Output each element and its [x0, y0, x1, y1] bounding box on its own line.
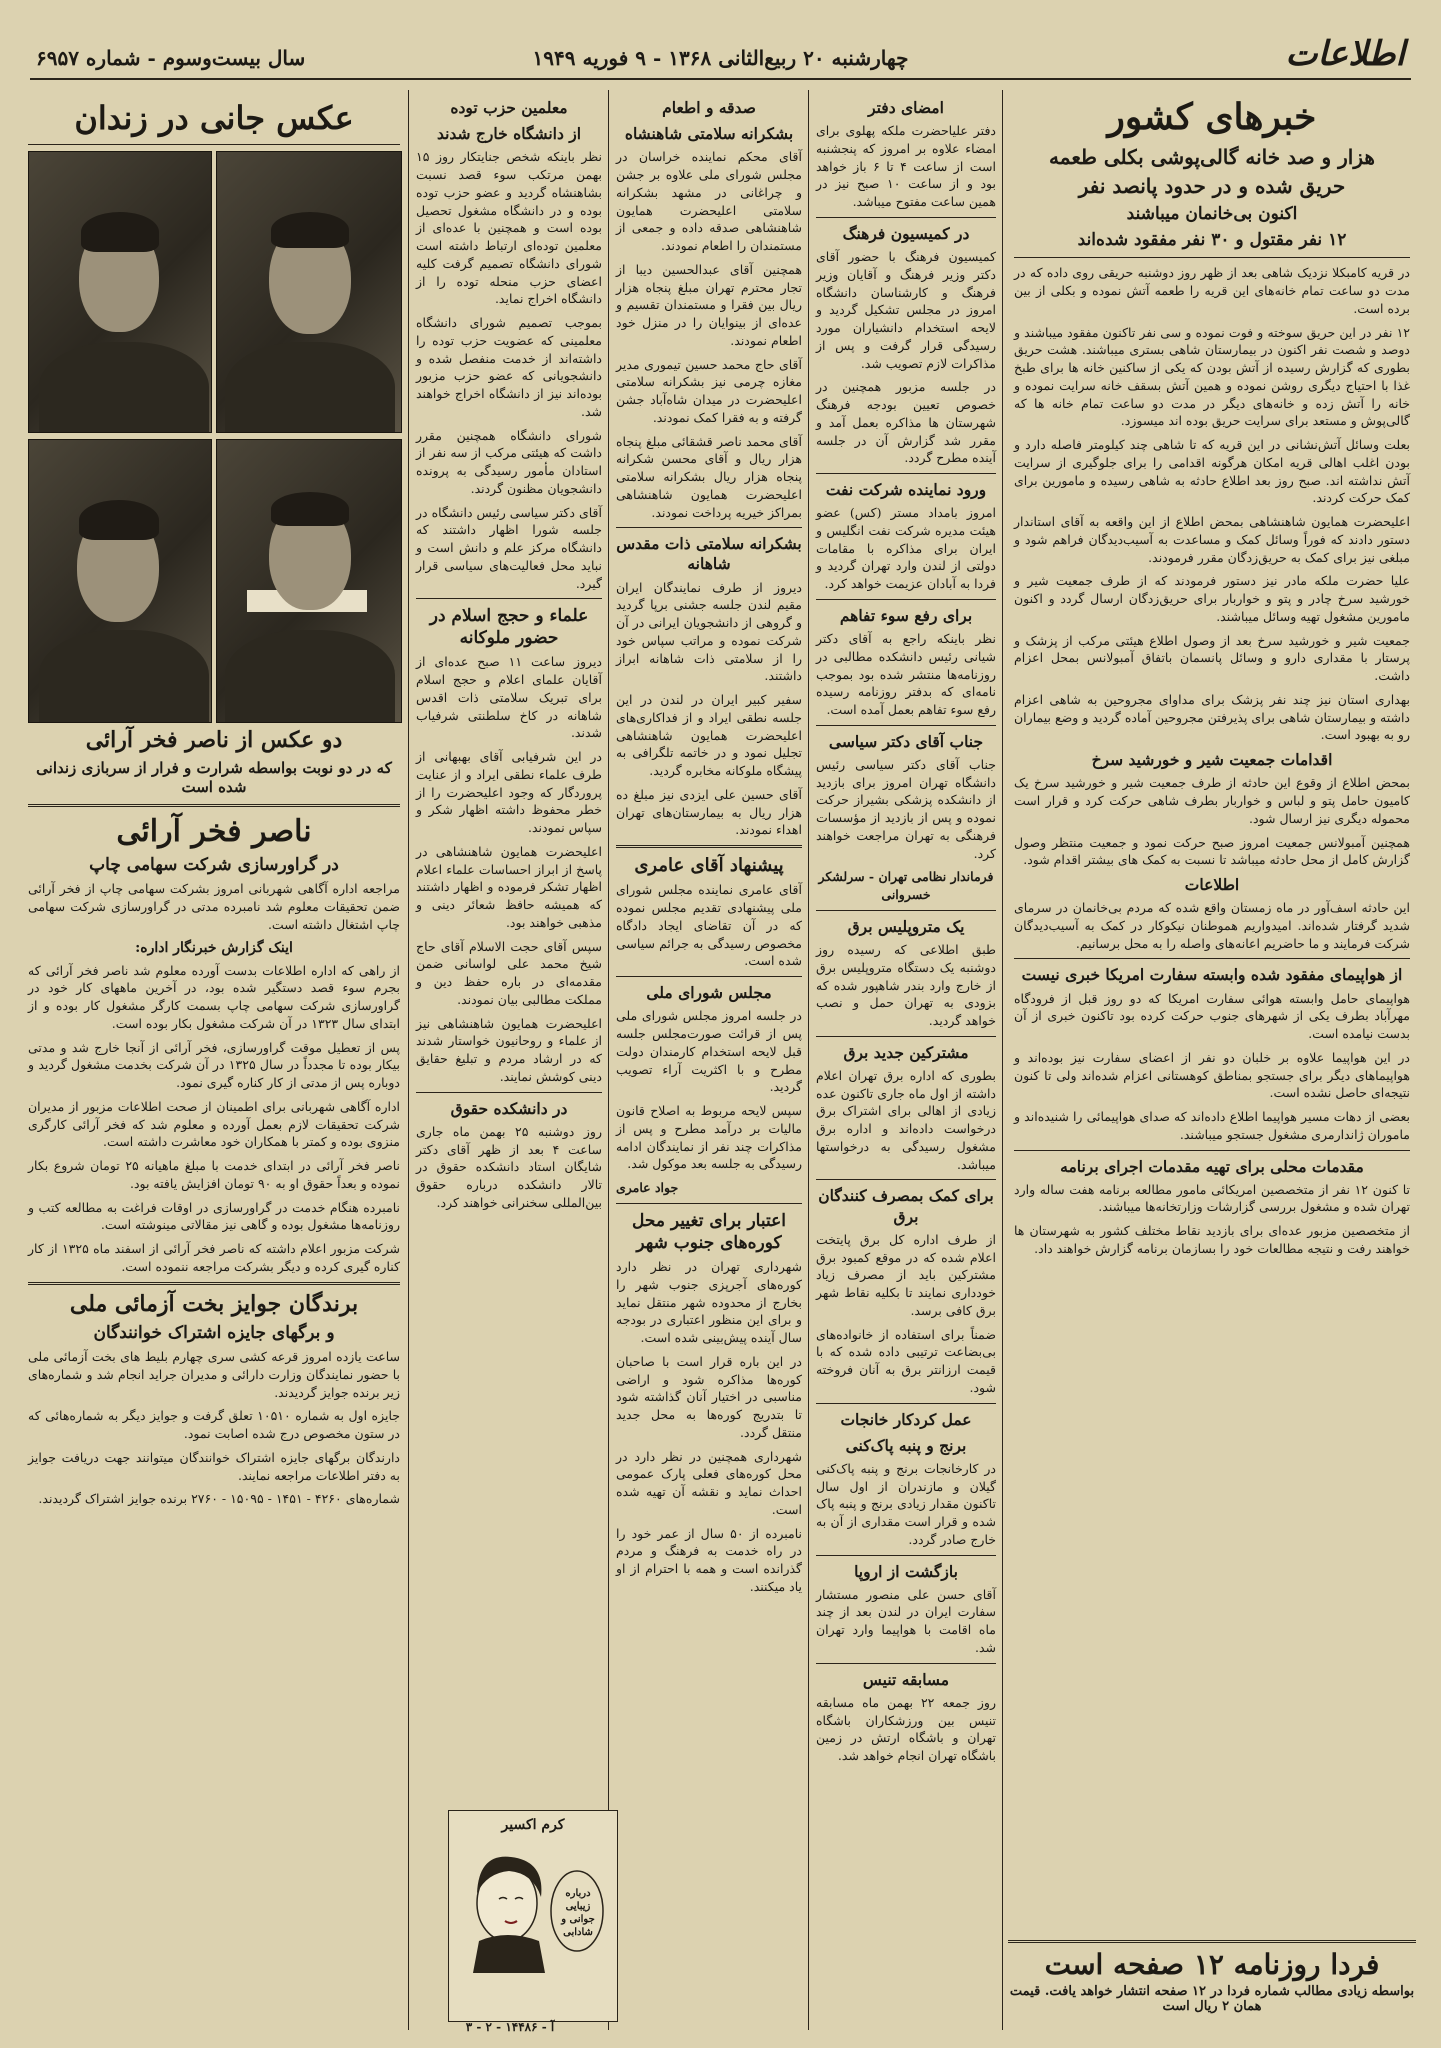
- notice-text: بواسطه زیادی مطالب شماره فردا در ۱۲ صفحه انتشار خواهد یافت. قیمت همان ۲ ریال است: [1009, 1984, 1415, 2014]
- article-paragraph: ۱۲ نفر در این حریق سوخته و فوت نموده و سی نفر تاکنون مفقود میباشند و دوصد و شصت نفر اکنون در بیمارستان شاهی بستری میباشند. هشت حریق بطوری که گزارش رسیده از آتش بودن که یکی از ساکنین خانه ها برای طبخ غذا با احتیاج دیگری روشن نموده و همین آتش بسقف خانه سرایت نموده و خانه را آتش زده و خانه‌های دیگر در مدت دو ساعت تمام خانه ها که گالی‌پوش و مستعد برای سرایت حریق بوده اند میسوزد.: [1014, 324, 1410, 429]
- article-heading: جناب آقای دکتر سیاسی: [828, 731, 984, 751]
- article-paragraph: در جلسه مزبور همچنین در خصوص تعیین بودجه فرهنگ شهرستان ها مذاکره بعمل آمد و مقرر شد گزارش آن در جلسه آینده مطرح گردد.: [816, 379, 996, 466]
- article-paragraph: جناب آقای دکتر سیاسی رئیس دانشگاه تهران امروز برای بازدید از دانشکده پزشکی بشیراز حرکت نموده و پس از بازدید از مؤسسات فرهنگی به تهران مراجعت خواهند کرد.: [816, 756, 996, 861]
- article-paragraph: شهرداری تهران در نظر دارد کوره‌های آجرپزی جنوب شهر را بخارج از محدوده شهر منتقل نماید و برای این منظور اعتباری در بودجه سال آینده پیش‌بینی شده است.: [616, 1259, 802, 1346]
- article-heading: پیشنهاد آقای عامری: [634, 855, 784, 877]
- column-4: [410, 92, 608, 1797]
- article-paragraph: طبق اطلاعی که رسیده روز دوشنبه یک دستگاه متروپلیس برق از خارج وارد بندر شاهپور شده که بزودی به تهران حمل و نصب خواهد گردید.: [816, 942, 996, 1029]
- article-heading: بازگشت از اروپا: [854, 1561, 958, 1581]
- mugshot-grid: [28, 151, 400, 721]
- article-paragraph: شرکت مزبور اعلام داشته که ناصر فخر آرائی از اسفند ماه ۱۳۲۵ از کار کناره گیری کرده و دیگر بشرکت مراجعه ننموده است.: [28, 1241, 400, 1274]
- subheadline: اکنون بی‌خانمان میباشند: [1126, 204, 1298, 225]
- tomorrow-notice: [1008, 1940, 1416, 2015]
- article-paragraph: جایزه اول به شماره ۱۰۵۱۰ تعلق گرفت و جوایز دیگر به شماره‌هائی که در ستون مخصوص درج شده اصابت نمود.: [28, 1408, 400, 1442]
- ad-line: جوانی و شادابی: [561, 1914, 595, 1938]
- article-paragraph: علیا حضرت ملکه مادر نیز دستور فرمودند که از طرف جمعیت شیر و خورشید سرخ چادر و پتو و خواربار برای حریق‌زدگان ارسال گردد و اکنون مامورین مشغول تهیه وسائل میباشند.: [1014, 573, 1410, 624]
- article-heading: از دانشگاه خارج شدند: [436, 124, 582, 144]
- article-paragraph: دیروز ساعت ۱۱ صبح عده‌ای از آقایان علمای اعلام و حجج اسلام برای تبریک سلامتی ذات اقدس شاهانه در کاخ سلطنتی شرفیاب شدند.: [416, 654, 602, 741]
- article-heading: عمل کردکار خانجات: [840, 1409, 972, 1429]
- article-paragraph: این حادثه اسف‌آور در ماه زمستان واقع شده که مردم بی‌خانمان در سرمای شدید گرفتار شده‌اند. امیدواریم هموطنان نیکوکار در کمک به آسیب‌دیدگان شرکت فرمایند و ما حاضریم اعانه‌های واصله را به محل برسانیم.: [1014, 900, 1410, 951]
- subheadline: ۱۲ نفر مقتول و ۳۰ نفر مفقود شده‌اند: [1077, 230, 1347, 251]
- article-heading: مقدمات محلی برای تهیه مقدمات اجرای برنامه: [1060, 1156, 1364, 1176]
- article-paragraph: اعلیحضرت همایون شاهنشاهی نیز از علماء و روحانیون خواستار شدند که در ارشاد مردم و تبلیغ حقایق دینی کوشش نمایند.: [416, 1015, 602, 1084]
- cream-advertisement: [448, 1810, 618, 2022]
- photo-caption-title: دو عکس از ناصر فخر آرائی: [85, 727, 343, 753]
- article-paragraph: بعلت وسائل آتش‌نشانی در این قریه که تا شاهی چند کیلومتر فاصله دارد و بودن اغلب اهالی قریه امکان هرگونه اقدامی را برای جلوگیری از سرایت آتش نداشته اند. صبح روز بعد اطلاع حادثه به شاهی رسیده و مامورین برای کمک حرکت کردند.: [1014, 437, 1410, 506]
- article-headline: ناصر فخر آرائی: [116, 813, 312, 849]
- column-prisoner-photos: [22, 92, 406, 2017]
- article-paragraph: ضمناً برای استفاده از خانواده‌های بی‌بضاعت ترتیبی داده شده که با قیمت ارزانتر برق به آنان فروخته شود.: [816, 1326, 996, 1395]
- article-paragraph: بهداری استان نیز چند نفر پزشک برای مداوای مجروحین به شاهی اعزام داشته و بیمارستان شاهی برای پذیرفتن مجروحین آماده گردید و وضع بیماران رو به بهبود است.: [1014, 691, 1410, 743]
- article-paragraph: در جلسه امروز مجلس شورای ملی پس از قرائت صورت‌مجلس جلسه قبل لایحه استخدام کارمندان دولت مطرح و با اکثریت آراء تصویب گردید.: [616, 1008, 802, 1095]
- column-domestic-news: [1008, 92, 1416, 2027]
- article-paragraph: روز جمعه ۲۲ بهمن ماه مسابقه تنیس بین ورزشکاران باشگاه تهران و باشگاه ارتش در زمین باشگاه تهران انجام خواهد شد.: [816, 1694, 996, 1764]
- article-paragraph: در قریه کامبکلا نزدیک شاهی بعد از ظهر روز دوشنبه حریقی روی داده که در مدت دو ساعت تمام خانه‌های این قریه را طعمه آتش نموده و بکلی از بین برده است.: [1014, 265, 1410, 316]
- article-paragraph: در این هواپیما علاوه بر خلبان دو نفر از اعضای سفارت نیز بوده‌اند و هواپیماهای دیگر برای جستجو بمناطق کوهستانی اعزام شده‌اند ولی تا کنون نتیجه‌ای حاصل نشده است.: [1014, 1049, 1410, 1101]
- signature: فرماندار نظامی تهران - سرلشکر خسروانی: [818, 869, 994, 903]
- article-paragraph: کمیسیون فرهنگ با حضور آقای دکتر وزیر فرهنگ و آقایان وزیر فرهنگ و کارشناسان دانشگاه امروز در مجلس تشکیل گردید و لایحه استخدام دانشیاران مورد رسیدگی قرار گرفت و پس از مذاکرات لازم تصویب شد.: [816, 249, 996, 371]
- article-heading: در دانشکده حقوق: [450, 1098, 568, 1118]
- mugshot-front-1: [216, 151, 402, 433]
- article-paragraph: همچنین آقای عبدالحسین دیبا از تجار محترم تهران مبلغ پنجاه هزار ریال بین فقرا و مستمندان تقسیم و عده‌ای از بینوایان را در منزل خود اطعام نمودند.: [616, 261, 802, 348]
- article-paragraph: روز دوشنبه ۲۵ بهمن ماه جاری ساعت ۴ بعد از ظهر آقای دکتر شایگان استاد دانشکده حقوق در تالار دانشکده درباره حقوق بین‌المللی سخنرانی خواهند کرد.: [416, 1123, 602, 1210]
- article-heading: صدقه و اطعام: [662, 98, 756, 117]
- ad-brand: کرم اکسیر: [501, 1817, 565, 1833]
- column-rule: [408, 90, 409, 2030]
- article-heading: برای کمک بمصرف کنندگان برق: [818, 1186, 994, 1226]
- article-paragraph: دارندگان برگهای جایزه اشتراک خوانندگان میتوانند جهت دریافت جوایز به دفتر اطلاعات مراجعه نمایند.: [28, 1449, 400, 1483]
- article-paragraph: آقای حسن علی منصور مستشار سفارت ایران در لندن بعد از چند ماه اقامت با هواپیما وارد تهران شد.: [816, 1586, 996, 1655]
- article-headline: برندگان جوایز بخت آزمائی ملی: [69, 1290, 359, 1317]
- article-heading: علماء و حجج اسلام در حضور ملوکانه: [429, 606, 589, 649]
- article-paragraph: آقای حسین علی ایزدی نیز مبلغ ده هزار ریال به بیمارستان‌های تهران اهداء نمودند.: [616, 786, 802, 838]
- article-paragraph: سپس لایحه مربوط به اصلاح قانون مالیات بر درآمد مطرح و پس از مذاکرات چند نفر از نمایندگان ادامه رسیدگی به جلسه بعد موکول شد.: [616, 1103, 802, 1172]
- article-heading: اعتبار برای تغییر محل کوره‌های جنوب شهر: [632, 1210, 786, 1253]
- mugshot-profile-1: [28, 151, 212, 433]
- article-paragraph: اداره آگاهی شهربانی برای اطمینان از صحت اطلاعات مزبور از مدیران شرکت تحقیقات لازم بعمل آورده و معلوم شد که فخر آرائی کارگری منزوی بوده و کمتر با همکاران خود معاشرت داشته است.: [28, 1098, 400, 1150]
- headline: هزار و صد خانه گالی‌پوشی بکلی طعمه: [1049, 145, 1375, 170]
- issue-number: سال بیست‌وسوم - شماره ۶۹۵۷: [36, 46, 306, 70]
- article-paragraph: آقای محکم نماینده خراسان در مجلس شورای ملی علاوه بر جشن و چراغانی در مشهد بشکرانه سلامتی اعلیحضرت همایون شاهنشاهی صدقه داده و جمعی از مستمندان را اطعام نمودند.: [616, 149, 802, 254]
- article-heading: مسابقه تنیس: [862, 1669, 950, 1689]
- article-paragraph: هواپیمای حامل وابسته هوائی سفارت امریکا که دو روز قبل از فرودگاه مهرآباد بطرف یکی از شهرهای جنوب حرکت کرده بود تاکنون خبری از آن بدست نیامده است.: [1014, 990, 1410, 1042]
- column-rule: [608, 90, 609, 2030]
- article-heading: مشترکین جدید برق: [843, 1042, 969, 1062]
- article-paragraph: پس از تعطیل موقت گراورسازی، فخر آرائی از آنجا خارج شد و مدتی بیکار بوده تا مجدداً در سال ۱۳۲۵ در آن شرکت بخدمت مشغول گردید و دوباره پس از مدتی از کار کناره گیری نمود.: [28, 1039, 400, 1091]
- ad-code: آ - ۱۴۴۸۶ - ۲ - ۳: [465, 2020, 555, 2034]
- article-heading: بشکرانه سلامتی شاهنشاه: [624, 124, 794, 144]
- article-paragraph: بموجب تصمیم شورای دانشگاه معلمینی که عضویت حزب توده را داشته‌اند از خدمت منفصل شده و دانشجویانی که عضو حزب مزبور بوده‌اند نیز از دانشگاه اخراج خواهند شد.: [416, 315, 602, 419]
- article-paragraph: دفتر علیاحضرت ملکه پهلوی برای امضاء علاوه بر امروز که پنجشنبه است از ساعت ۴ تا ۶ باز خواهد بود و از ساعت ۱۰ صبح نیز در همین ساعت مفتوح میباشد.: [816, 123, 997, 210]
- article-paragraph: آقای دکتر سیاسی رئیس دانشگاه در جلسه شورا اظهار داشتند که دانشگاه مرکز علم و دانش است و نباید محل فعالیت‌های سیاسی قرار گیرد.: [416, 504, 602, 591]
- article-paragraph: نامبرده هنگام خدمت در گراورسازی در اوقات فراغت به مطالعه کتب و روزنامه‌ها مشغول بوده و گاهی نیز مقالاتی مینوشته است.: [28, 1199, 400, 1233]
- article-heading: یک متروپلیس برق: [847, 916, 965, 936]
- section-title: عکس جانی در زندان: [74, 99, 354, 137]
- mugshot-front-2: [216, 439, 402, 723]
- article-paragraph: آقای عامری نماینده مجلس شورای ملی پیشنهادی تقدیم مجلس نموده که در آن تقاضای ایجاد دادگاه مخصوص رسیدگی به جرائم سیاسی شده است.: [616, 882, 802, 969]
- article-paragraph: بعضی از دهات مسیر هواپیما اطلاع داده‌اند که صدای هواپیمائی را شنیده‌اند و ماموران ژاندارمری مشغول جستجو میباشند.: [1014, 1109, 1410, 1142]
- article-paragraph: جمعیت شیر و خورشید سرخ بعد از وصول اطلاع هیئتی مرکب از پزشک و پرستار با مقداری دارو و وسائل پانسمان باتفاق آمبولانس بمحل اعزام داشت.: [1014, 632, 1410, 684]
- article-paragraph: نظر باینکه شخص جنایتکار روز ۱۵ بهمن مرتکب سوء قصد نسبت بشاهنشاه گردید و عضو حزب توده بوده و در دانشگاه مشغول تحصیل بوده است و همچنین با عده‌ای از معلمین توده‌ای ارتباط داشته است شورای دانشگاه تصمیم گرفت کلیه اعضای حزب منحله توده را از دانشگاه اخراج نماید.: [416, 149, 602, 307]
- article-paragraph: آقای محمد ناصر قشقائی مبلغ پنجاه هزار ریال و آقای محسن شکرانه پنجاه هزار ریال بشکرانه سلامتی اعلیحضرت همایون شاهنشاهی بمراکز خیریه پرداخت نمودند.: [616, 433, 802, 520]
- article-paragraph: در این شرفیابی آقای بهبهانی از طرف علماء نطقی ایراد و از عنایت پروردگار که وجود اعلیحضرت را از خطر محفوظ داشته اظهار شکر و سپاس نمودند.: [416, 749, 602, 836]
- article-heading: مجلس شورای ملی: [646, 983, 772, 1003]
- notice-title: فردا روزنامه ۱۲ صفحه است: [1044, 1948, 1380, 1981]
- ad-line: درباره زیبایی: [565, 1888, 591, 1912]
- article-heading: اینک گزارش خبرنگار اداره:: [135, 940, 293, 957]
- article-paragraph: بمحض اطلاع از وقوع این حادثه از طرف جمعیت شیر و خورشید سرخ یک کامیون حامل پتو و لباس و خواربار بطرف شاهی حرکت کرد و قرار است محموله دیگری نیز ارسال شود.: [1014, 775, 1410, 826]
- article-paragraph: دیروز از طرف نمایندگان ایران مقیم لندن جلسه جشنی برپا گردید و گروهی از دانشجویان ایرانی در آن شرکت نموده و مراتب سپاس خود را از سلامتی ذات شاهانه ابراز داشتند.: [616, 579, 802, 684]
- article-paragraph: از متخصصین مزبور عده‌ای برای بازدید نقاط مختلف کشور به شهرستان ها خواهند رفت و نتیجه مطالعات خود را بسازمان برنامه گزارش خواهند داد.: [1014, 1223, 1410, 1256]
- signature: جواد عامری: [616, 1180, 679, 1196]
- article-heading: بشکرانه سلامتی ذات مقدس شاهانه: [616, 534, 802, 574]
- ad-jar-label: [553, 1887, 603, 1939]
- headline: حریق شده و در حدود پانصد نفر: [1078, 174, 1346, 199]
- article-paragraph: سفیر کبیر ایران در لندن در این جلسه نطقی ایراد و از فداکاری‌های اعلیحضرت همایون شاهنشاهی تجلیل نمود و در خاتمه تلگرافی به پیشگاه ملوکانه مخابره گردید.: [616, 692, 802, 779]
- article-paragraph: بطوری که اداره برق تهران اعلام داشته از اول ماه جاری تاکنون عده زیادی از اهالی برای اشتراک برق درخواست داده‌اند و اداره برق مشغول رسیدگی به درخواستها میباشد.: [816, 1067, 996, 1172]
- article-heading: ورود نماینده شرکت نفت: [825, 480, 987, 500]
- article-heading: در کمیسیون فرهنگ: [842, 223, 970, 243]
- article-paragraph: شهرداری همچنین در نظر دارد در محل کوره‌های فعلی پارک عمومی احداث نماید و نقشه آن تهیه شده است.: [616, 1448, 802, 1517]
- article-paragraph: در این باره قرار است با صاحبان کوره‌ها مذاکره شود و اراضی مناسبی در اختیار آنان گذاشته شود تا بتدریج کوره‌ها به محل جدید منتقل گردد.: [616, 1353, 802, 1440]
- article-paragraph: شماره‌های ۴۲۶۰ - ۱۴۵۱ - ۱۵۰۹۵ - ۲۷۶۰ برنده جوایز اشتراک گردیدند.: [38, 1491, 400, 1507]
- article-paragraph: تا کنون ۱۲ نفر از متخصصین امریکائی مامور مطالعه برنامه هفت ساله وارد تهران شده و مشغول بررسی گزارشات وزارتخانه‌ها میباشند.: [1014, 1181, 1410, 1215]
- section-title: خبرهای کشور: [1107, 96, 1317, 138]
- article-paragraph: شورای دانشگاه همچنین مقرر داشت که هیئتی مرکب از سه نفر از استادان مأمور رسیدگی به پرونده دانشجویان مظنون گردند.: [416, 427, 602, 496]
- article-paragraph: اعلیحضرت همایون شاهنشاهی بمحض اطلاع از این واقعه به آقای استاندار دستور دادند که فوراً وسائل کمک و مساعدت به آسیب‌دیدگان فراهم شود و مبلغی نیز برای کمک به حریق‌زدگان مقرر فرمودند.: [1014, 514, 1410, 565]
- issue-date: چهارشنبه ۲۰ ربیع‌الثانی ۱۳۶۸ - ۹ فوریه ۱۹۴۹: [532, 46, 909, 70]
- article-paragraph: مراجعه اداره آگاهی شهربانی امروز بشرکت سهامی چاپ از فخر آرائی ضمن تحقیقات معلوم شد نامبرده مدتی در گراورسازی شرکت سهامی چاپ اشتغال داشته است.: [28, 881, 400, 932]
- article-paragraph: از راهی که اداره اطلاعات بدست آورده معلوم شد ناصر فخر آرائی که بجرم سوء قصد دستگیر شده بود، در آخرین ماههای کار خود در گراورسازی شرکت سهامی چاپ بسمت کارگر مشغول کار بوده و از ابتدای سال ۱۳۲۳ در آن شرکت مشغول بکار بوده است.: [28, 962, 400, 1031]
- article-paragraph: همچنین آمبولانس جمعیت امروز صبح حرکت نمود و جمعیت منتظر وصول گزارش کامل از محل حادثه میباشد تا نسبت به کمک های بیشتر اقدام شود.: [1014, 834, 1410, 868]
- column-rule: [1002, 90, 1003, 2030]
- article-paragraph: نظر باینکه راجع به آقای دکتر شیانی رئیس دانشکده مطالبی در روزنامه‌ها منتشر شده بود بموجب نامه‌ای که بدفتر روزنامه رسیده رفع سوء تفاهم بعمل آمده است.: [816, 631, 996, 718]
- article-heading: معلمین حزب توده: [450, 98, 568, 117]
- article-paragraph: اعلیحضرت همایون شاهنشاهی در پاسخ از ابراز احساسات علماء اعلام اظهار تشکر فرموده و اظهار داشتند که همیشه حافظ شعائر دینی و مذهبی خواهند بود.: [416, 843, 602, 930]
- article-paragraph: ساعت یازده امروز قرعه کشی سری چهارم بلیط های بخت آزمائی ملی با حضور نمایندگان وزارت دارائی و مدیران جراید انجام شد و شماره‌های زیر برنده جوایز گردیدند.: [28, 1349, 400, 1400]
- photo-caption: که در دو نوبت بواسطه شرارت و فرار از سربازی زندانی شده است: [36, 758, 392, 796]
- article-paragraph: آقای حاج محمد حسین تیموری مدیر مغازه چرمی نیز بشکرانه سلامتی اعلیحضرت در میدان شاه‌آباد جشن گرفته و به فقرا کمک نمودند.: [616, 356, 802, 425]
- article-paragraph: در کارخانجات برنج و پنبه پاک‌کنی گیلان و مازندران از اول سال تاکنون مقدار زیادی برنج و پنبه پاک شده و قرار است مقداری از آن به خارج صادر گردد.: [816, 1460, 996, 1547]
- article-heading: برنج و پنبه پاک‌کنی: [845, 1435, 967, 1455]
- column-3: [610, 92, 808, 2017]
- article-paragraph: امروز بامداد مستر (کس) عضو هیئت مدیره شرکت نفت انگلیس و ایران برای مذاکره با مقامات دولتی از لندن وارد تهران گردید و فردا به آبادان عزیمت خواهد کرد.: [816, 505, 996, 592]
- masthead: [30, 34, 1411, 80]
- article-subheadline: و برگهای جایزه اشتراک خوانندگان: [93, 1323, 335, 1344]
- article-subheadline: در گراورسازی شرکت سهامی چاپ: [89, 855, 339, 875]
- article-heading: اطلاعات: [1184, 875, 1240, 895]
- article-paragraph: ناصر فخر آرائی در ابتدای خدمت با مبلغ ماهیانه ۲۵ تومان شروع بکار نموده و بعداً حقوق او به ۹۰ تومان افزایش یافته بود.: [28, 1158, 401, 1191]
- column-2: [810, 92, 1002, 2017]
- column-rule: [808, 90, 809, 2030]
- article-heading: اقدامات جمعیت شیر و خورشید سرخ: [1091, 750, 1333, 770]
- article-paragraph: از طرف اداره کل برق پایتخت اعلام شده که در موقع کمبود برق مشترکین باید از مصرف زیاد خودداری نمایند تا بکلیه نقاط شهر برق کافی برسد.: [816, 1231, 996, 1318]
- article-paragraph: سپس آقای حجت الاسلام آقای حاج شیخ محمد علی لواسانی ضمن مقدمه‌ای در باره حفظ دین و مملکت مطالبی بیان نمودند.: [416, 938, 602, 1007]
- article-heading: از هواپیمای مفقود شده وابسته سفارت امریکا خبری نیست: [1021, 965, 1403, 985]
- article-heading: امضای دفتر: [868, 98, 944, 117]
- article-paragraph: نامبرده از ۵۰ سال از عمر خود را در راه خدمت به فرهنگ و مردم گذرانده است و همه با احترام از او یاد میکنند.: [616, 1525, 802, 1594]
- newspaper-logo: اطلاعات: [1285, 34, 1405, 74]
- mugshot-profile-2: [28, 439, 212, 723]
- article-heading: برای رفع سوء تفاهم: [839, 605, 973, 625]
